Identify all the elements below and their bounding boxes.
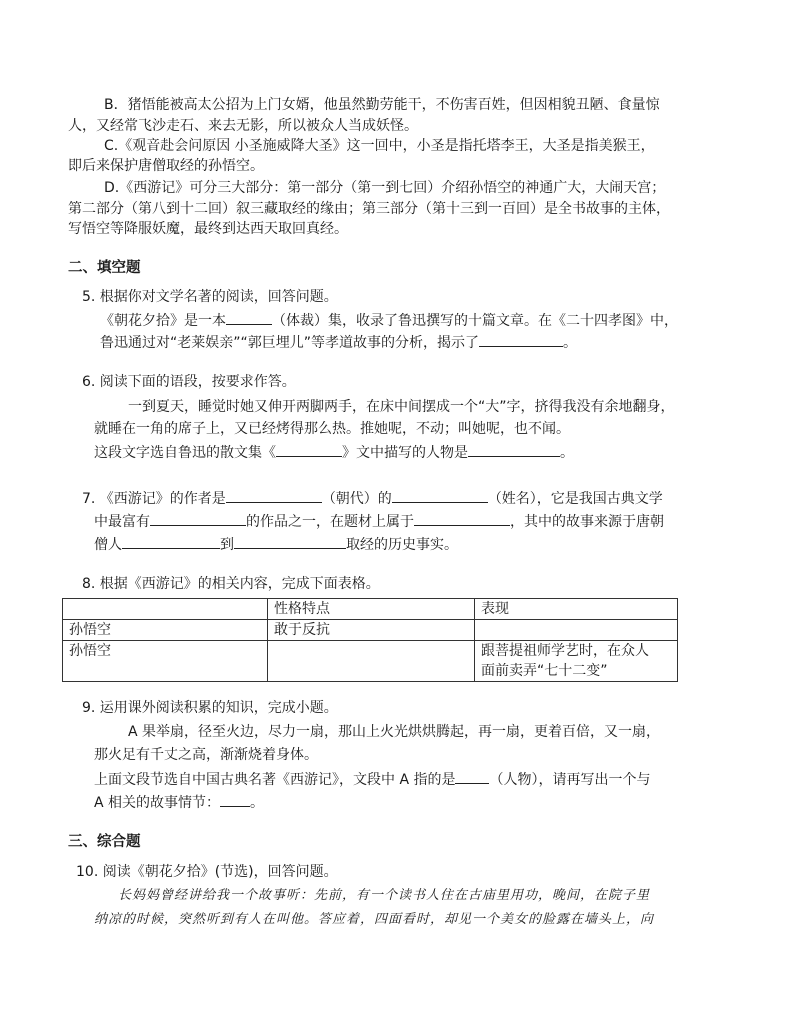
q10-heading: 10. 阅读《朝花夕拾》(节选)，回答问题。 [76, 864, 338, 880]
table-row [63, 599, 678, 620]
q9-question-2 [94, 792, 264, 813]
q7-blank-author[interactable] [392, 488, 488, 503]
q7-blank-dynasty[interactable] [226, 488, 322, 503]
q7-blank-quality[interactable] [150, 511, 246, 526]
q7-text-g: 僧人 [94, 537, 122, 553]
table-header-cell: 性格特点 [268, 599, 475, 620]
q10-passage-1: 长妈妈曾经讲给我一个故事听：先前，有一个读书人住在古庙里用功，晚间，在院子里 [118, 888, 651, 903]
q9-text-d: 。 [250, 795, 265, 811]
q10-passage-2: 纳凉的时候，突然听到有人在叫他。答应着，四面看时，却见一个美女的脸露在墙头上，向 [94, 912, 655, 927]
q8-heading: 8. 根据《西游记》的相关内容，完成下面表格。 [82, 576, 380, 592]
q7-text-h: 到 [220, 537, 234, 553]
table-cell-answer[interactable] [268, 641, 475, 682]
q9-passage-1: A 果举扇，径至火边，尽力一扇，那山上火光烘烘腾起，再一扇，更着百倍，又一扇， [128, 724, 661, 740]
q6-passage-2: 就睡在一角的席子上，又已经烤得那么热。推她呢，不动；叫她呢，也不闻。 [94, 421, 570, 437]
q9-question-1 [94, 769, 650, 790]
q7-text-b: （朝代）的 [321, 491, 392, 507]
table-row [63, 641, 678, 682]
q6-text-c: 。 [560, 445, 574, 461]
table-cell-line: 面前卖弄“七十二变” [481, 663, 608, 679]
option-d-line-2: 第二部分（第八到十二回）叙三藏取经的缘由；第三部分（第十三到一百回）是全书故事的主体， [68, 201, 670, 217]
option-b-line-1: B．猪悟能被高太公招为上门女婿，他虽然勤劳能干，不伤害百姓，但因相貌丑陋、食量惊 [104, 97, 660, 113]
q5-text-c: 鲁迅通过对“老莱娱亲”“郭巨埋儿”等孝道故事的分析，揭示了 [100, 335, 480, 351]
q7-blank-destination[interactable] [234, 534, 346, 549]
table-row [63, 620, 678, 641]
q7-text-i: 取经的历史事实。 [346, 537, 458, 553]
q5-text-b: （体裁）集，收录了鲁迅撰写的十篇文章。在《二十四孝图》中， [272, 313, 678, 329]
q7-blank-genre[interactable] [414, 511, 510, 526]
table-header-cell: 表现 [475, 599, 678, 620]
q7-text-d: 中最富有 [94, 514, 150, 530]
option-d-line-3: 写悟空等降服妖魔，最终到达西天取回真经。 [68, 221, 348, 237]
q7-text-c: （姓名），它是我国古典文学 [487, 491, 663, 507]
q7-line-1 [82, 488, 663, 509]
q9-text-c: A 相关的故事情节： [94, 795, 221, 811]
q6-blank-person[interactable] [468, 442, 560, 457]
q7-blank-monk[interactable] [122, 534, 220, 549]
q6-question [94, 442, 574, 463]
option-d-line-1: D.《西游记》可分三大部分：第一部分（第一到七回）介绍孙悟空的神通广大，大闹天宫； [104, 180, 666, 196]
q7-text-e: 的作品之一，在题材上属于 [246, 514, 414, 530]
q7-text-a: 7. 《西游记》的作者是 [82, 491, 226, 507]
q9-text-b: （人物），请再写出一个与 [489, 772, 651, 788]
q6-text-b: 》文中描写的人物是 [342, 445, 468, 461]
q9-blank-person[interactable] [455, 769, 489, 784]
table-cell: 孙悟空 [63, 641, 268, 682]
q7-line-3 [94, 534, 458, 555]
option-c-line-1: C.《观音赴会问原因 小圣施威降大圣》这一回中，小圣是指托塔李王，大圣是指美猴王， [104, 138, 655, 154]
q8-table [62, 598, 678, 682]
q5-blank-reveal[interactable] [479, 332, 563, 347]
q5-line-2 [100, 332, 577, 353]
table-cell-answer[interactable] [475, 620, 678, 641]
section-title-fill-in: 二、填空题 [68, 260, 141, 276]
q6-heading: 6. 阅读下面的语段，按要求作答。 [82, 374, 296, 390]
table-cell [475, 641, 678, 682]
q6-blank-collection[interactable] [276, 442, 342, 457]
option-b-line-2: 人，又经常飞沙走石、来去无影，所以被众人当成妖怪。 [68, 118, 418, 134]
q5-line-1 [100, 310, 678, 331]
q5-text-d: 。 [563, 335, 578, 351]
q9-text-a: 上面文段节选自中国古典名著《西游记》，文段中 A 指的是 [94, 772, 456, 788]
q5-text-a: 《朝花夕拾》是一本 [100, 313, 226, 329]
table-cell: 敢于反抗 [268, 620, 475, 641]
q6-text-a: 这段文字选自鲁迅的散文集《 [94, 445, 276, 461]
table-cell-line: 跟菩提祖师学艺时，在众人 [481, 643, 649, 659]
q9-passage-2: 那火足有千丈之高，渐渐烧着身体。 [94, 747, 318, 763]
q5-heading: 5. 根据你对文学名著的阅读，回答问题。 [82, 289, 338, 305]
table-header-cell [63, 599, 268, 620]
q7-line-2 [94, 511, 664, 532]
table-cell: 孙悟空 [63, 620, 268, 641]
q5-blank-genre[interactable] [226, 310, 272, 325]
q9-blank-plot[interactable] [220, 792, 250, 807]
section-title-comprehensive: 三、综合题 [68, 834, 141, 850]
q9-heading: 9. 运用课外阅读积累的知识，完成小题。 [82, 700, 338, 716]
option-c-line-2: 即后来保护唐僧取经的孙悟空。 [68, 158, 264, 174]
q6-passage-1: 一到夏天，睡觉时她又伸开两脚两手，在床中间摆成一个“大”字，挤得我没有余地翻身， [128, 399, 675, 415]
q7-text-f: ，其中的故事来源于唐朝 [510, 514, 664, 530]
